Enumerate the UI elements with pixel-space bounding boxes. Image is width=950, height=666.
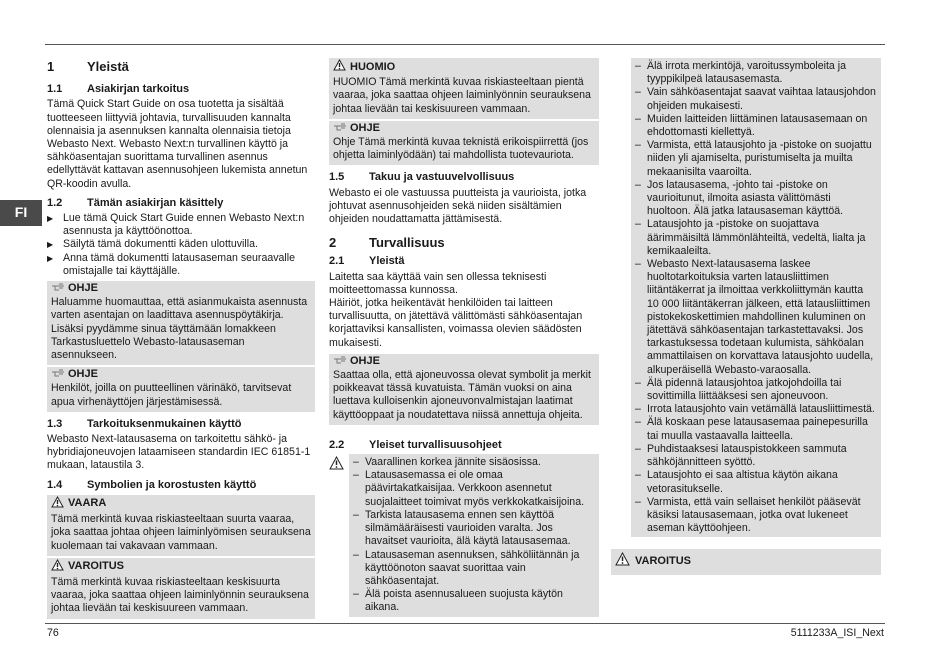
heading-1: 1 Yleistä xyxy=(47,59,129,74)
safety-list xyxy=(329,454,599,616)
warning-box: VAROITUS xyxy=(611,549,881,574)
list-item: – Älä pidennä latausjohtoa jatkojohdoilla tai sovittimilla liittääksesi sen ajoneuvoon. xyxy=(635,376,842,403)
heading-2: 2 Turvallisuus xyxy=(329,235,445,251)
list-item: – Latausasemassa ei ole omaa päävirtakatkaisijaa. Verkkoon asennetut suojalaitteet toimivat myös verkkokatkaisijoina. xyxy=(353,469,585,508)
warning-triangle-icon xyxy=(51,559,68,575)
document-id: 5111233A_ISI_Next xyxy=(790,627,884,639)
arrow-bullet-icon: ▶ xyxy=(47,253,54,263)
list-item: – Webasto Next-latausasema laskee huoltotarkoituksia varten latausliittimen liitäntäkerrat ja ilmoittaa verkkoliittymän kautta 10 000 liitäntäkerran jälkeen, että latausliittimen pistokekoskettimien mahdollinen kuluminen on jätettävä sähköasentajan tarkastettavaksi. Jos tarkastuksessa todetaan kulumista, sähköalan ammattilaisen on korvattava latausjohto uudella, alkuperäisellä Webasto-varaosalla. xyxy=(635,258,874,376)
list-item: – Älä koskaan pese latausasemaa painepesurilla tai muulla vastaavalla laitteella. xyxy=(635,416,868,442)
heading-2-1: 2.1 Yleistä xyxy=(329,255,405,268)
note-box: OHJE Henkilöt, joilla on puutteellinen värinäkö, tarvitsevat apua virhenäyttöjen järjestämisessä. xyxy=(47,367,315,412)
top-rule xyxy=(45,44,885,45)
warning-triangle-icon xyxy=(329,454,349,616)
list-item: ▶ Säilytä tämä dokumentti käden ulottuvilla. xyxy=(47,238,258,251)
list-item: – Älä poista asennusalueen suojusta käytön aikana. xyxy=(353,588,563,614)
heading-1-5: 1.5 Takuu ja vastuuvelvollisuus xyxy=(329,171,515,184)
arrow-bullet-icon: ▶ xyxy=(47,214,54,224)
arrow-bullet-icon: ▶ xyxy=(47,240,54,250)
warning-box: VAROITUS Tämä merkintä kuvaa riskiasteeltaan keskisuurta vaaraa, joka saattaa ohjeen laiminlyönnin seurauksena johtaa lievään tai keskisuureen vammaan. xyxy=(47,558,315,619)
paragraph: Tämä Quick Start Guide on osa tuotetta ja sisältää tuotteeseen liittyviä johtavia, turvallisuuden kannalta olennaisia ja asennuksen kannalta olennaisia tietoja Webasto Next. Webasto Next:n turvallinen käyttö ja sähköasentajan suorittama turvallinen asennus edellyttävät kattavan asennusohjeen lukemista annetun QR-koodin avulla. xyxy=(47,98,308,190)
column-1 xyxy=(47,56,315,625)
danger-box: VAARA Tämä merkintä kuvaa riskiasteeltaan suurta vaaraa, joka saattaa johtaa ohjeen laiminlyömisen seurauksena kuolemaan tai vakavaan vammaan. xyxy=(47,495,315,556)
hand-pointer-icon xyxy=(333,355,350,368)
paragraph: Webasto Next-latausasema on tarkoitettu sähkö- ja hybridiajoneuvojen lataamiseen standardin IEC 61851-1 mukaan, lataustila 3. xyxy=(47,433,311,472)
heading-1-3: 1.3 Tarkoituksenmukainen käyttö xyxy=(47,417,242,430)
list-item: – Latausjohto ja -pistoke on suojattava äärimmäisiltä lämmönlähteiltä, vedeltä, lialta ja kemikaaleilta. xyxy=(635,218,866,257)
caution-box: HUOMIO HUOMIO Tämä merkintä kuvaa riskiasteeltaan pientä vaaraa, joka saattaa ohjeen laiminlyönnin seurauksena johtaa lievään tai keskisuureen vammaan. xyxy=(329,58,599,119)
list-item: – Jos latausasema, -johto tai -pistoke on vaurioitunut, ilmoita asiasta välittömästi huoltoon. Älä jatka latausaseman käyttöä. xyxy=(635,178,844,218)
list-item: – Tarkista latausasema ennen sen käyttöä silmämääräisesti vaurioiden varalta. Jos havaitset vaurioita, älä käytä latausasemaa. xyxy=(353,508,571,548)
list-item: – Varmista, että vain sellaiset henkilöt pääsevät käsiksi latausasemaan, jotka ovat lukeneet aseman käyttöohjeen. xyxy=(635,495,861,535)
heading-1-4: 1.4 Symbolien ja korostusten käyttö xyxy=(47,478,257,491)
list-item: – Varmista, että latausjohto ja -pistoke on suojattu niiden yli ajamiselta, puristumiselta ja muilta mekaanisilta vaaroilta. xyxy=(635,139,872,178)
column-3 xyxy=(631,58,881,581)
list-item: – Vain sähköasentajat saavat vaihtaa latausjohdon ohjeiden mukaisesti. xyxy=(635,86,876,112)
warning-triangle-icon xyxy=(51,496,68,512)
list-item: – Vaarallinen korkea jännite sisäosissa. xyxy=(353,456,541,469)
list-item: – Muiden laitteiden liittäminen latausasemaan on ehdottomasti kiellettyä. xyxy=(635,112,868,139)
note-box: OHJE Haluamme huomauttaa, että asianmukaista asennusta varten asentajan on laadittava asennuspöytäkirja. Lisäksi pyydämme sinua täyttämään lomakkeen Tarkastusluettelo Webasto-latausaseman asennukseen. xyxy=(47,281,315,365)
note-box: OHJE Ohje Tämä merkintä kuvaa teknistä erikoispiirrettä (jos ohjetta laiminlyödään) tai mahdollista tuotevauriota. xyxy=(329,121,599,166)
list-item: – Puhdistaaksesi latauspistokkeen sammuta sähköjännitteen syöttö. xyxy=(635,442,847,469)
heading-1-1: 1.1 Asiakirjan tarkoitus xyxy=(47,83,190,96)
hand-pointer-icon xyxy=(51,368,68,381)
list-item: – Irrota latausjohto vain vetämällä latausliittimestä. xyxy=(635,403,875,416)
paragraph: Webasto ei ole vastuussa puutteista ja vaurioista, jotka johtuvat asennusohjeiden sekä niiden sisältämien ohjeiden noudattamatta jättämisestä. xyxy=(329,186,587,226)
list-item: – Latausjohto ei saa altistua käytön aikana vetorasitukselle. xyxy=(635,469,838,495)
safety-list-continued xyxy=(631,58,881,537)
list-item: ▶ Lue tämä Quick Start Guide ennen Webasto Next:n asennusta ja käyttöönottoa. xyxy=(47,212,305,238)
hand-pointer-icon xyxy=(333,122,350,135)
hand-pointer-icon xyxy=(51,282,68,295)
heading-1-2: 1.2 Tämän asiakirjan käsittely xyxy=(47,196,224,209)
page-number: 76 xyxy=(47,627,59,639)
note-box: OHJE Saattaa olla, että ajoneuvossa olevat symbolit ja merkit poikkeavat tässä kuvatuista. Tämän vuoksi on aina luettava kulloisenkin ajoneuvonvalmistajan laatimat käyttöoppaat ja noudatettava niissä annettuja ohjeita. xyxy=(329,354,599,425)
paragraph: Laitetta saa käyttää vain sen ollessa teknisesti moitteettomassa kunnossa. xyxy=(329,270,547,296)
column-2 xyxy=(329,58,599,617)
list-item: ▶ Anna tämä dokumentti latausaseman seuraavalle omistajalle tai käyttäjälle. xyxy=(47,251,296,277)
warning-triangle-icon xyxy=(615,552,635,570)
paragraph: Häiriöt, jotka heikentävät henkilöiden tai laitteen turvallisuutta, on jätettävä välittömästi sähköasentajan korjattaviksi kansallisten, voimassa olevien säädösten mukaisesti. xyxy=(329,297,583,349)
language-tab-fi: FI xyxy=(0,200,42,226)
heading-2-2: 2.2 Yleiset turvallisuusohjeet xyxy=(329,438,502,451)
warning-triangle-icon xyxy=(333,59,350,75)
list-item: – Latausaseman asennuksen, sähköliitännän ja käyttöönoton saavat suorittaa vain sähköasentajat. xyxy=(353,548,580,587)
list-item: – Älä irrota merkintöjä, varoitussymboleita ja tyyppikilpeä latausasemasta. xyxy=(635,60,847,86)
